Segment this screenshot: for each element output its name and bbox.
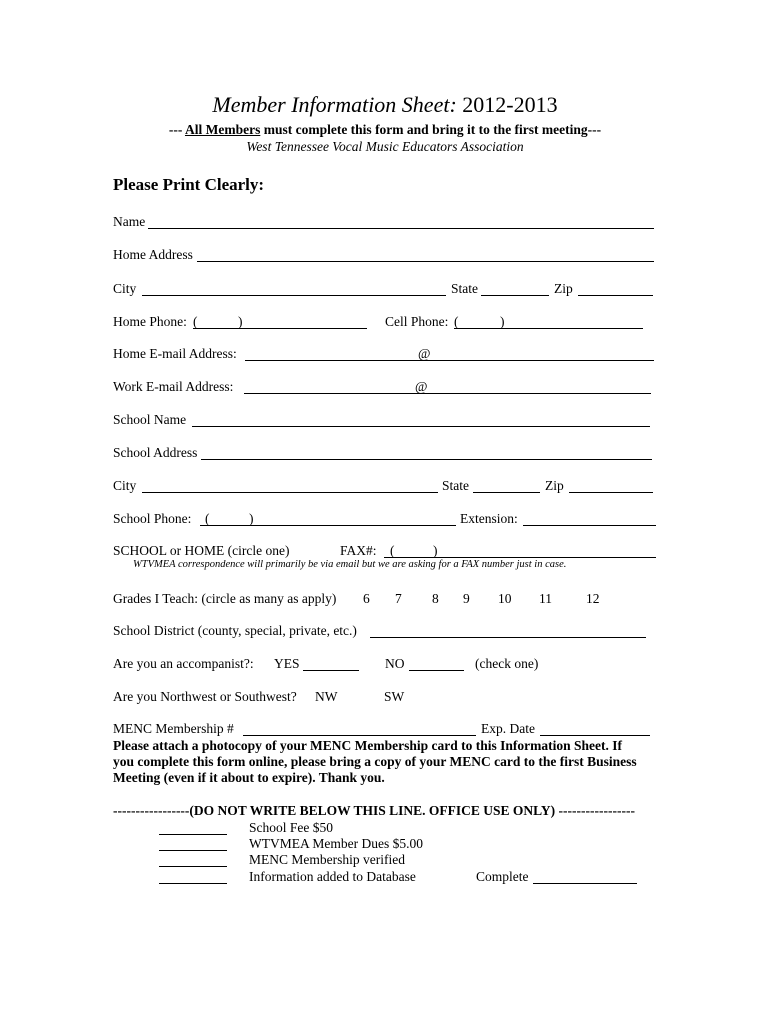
office-check-field[interactable] [159, 866, 227, 867]
menc-number-field[interactable] [243, 735, 476, 736]
accompanist-no-field[interactable] [409, 670, 464, 671]
name-label: Name [113, 214, 146, 229]
form-instruction [0, 122, 770, 138]
fax-label: FAX#: [340, 543, 377, 558]
fax-field[interactable] [384, 557, 656, 558]
district-field[interactable] [370, 637, 646, 638]
instruction-prefix: --- [168, 122, 185, 137]
name-field[interactable] [148, 228, 654, 229]
grade-option[interactable]: 9 [463, 591, 470, 606]
state-label: State [451, 281, 478, 296]
home-email-field[interactable] [245, 360, 654, 361]
zip-label: Zip [554, 281, 573, 296]
exp-date-label: Exp. Date [481, 721, 535, 736]
grade-option[interactable]: 8 [432, 591, 439, 606]
school-state-label: State [442, 478, 469, 493]
zip-field[interactable] [578, 295, 653, 296]
school-phone-paren-close: ) [249, 511, 254, 526]
grade-option[interactable]: 12 [586, 591, 600, 606]
grade-option[interactable]: 10 [498, 591, 512, 606]
cell-phone-paren-open: ( [454, 314, 459, 329]
fax-paren-open: ( [390, 543, 395, 558]
office-check-field[interactable] [159, 834, 227, 835]
region-nw-option[interactable]: NW [315, 689, 338, 704]
school-name-label: School Name [113, 412, 187, 427]
home-phone-paren-close: ) [238, 314, 243, 329]
office-item-label: Information added to Database [249, 869, 416, 884]
office-check-field[interactable] [159, 883, 227, 884]
office-item-label: MENC Membership verified [249, 852, 405, 867]
menc-note-line-2: you complete this form online, please bring a copy of your MENC card to the first Business [113, 754, 637, 769]
association-name: West Tennessee Vocal Music Educators Association [246, 139, 524, 154]
school-or-home-label[interactable]: SCHOOL or HOME (circle one) [113, 543, 290, 558]
home-email-label: Home E-mail Address: [113, 346, 237, 361]
exp-date-field[interactable] [540, 735, 650, 736]
region-sw-option[interactable]: SW [384, 689, 405, 704]
state-field[interactable] [481, 295, 549, 296]
home-phone-paren-open: ( [193, 314, 198, 329]
menc-note-line-1: Please attach a photocopy of your MENC Membership card to this Information Sheet. If [113, 738, 622, 753]
school-phone-paren-open: ( [205, 511, 210, 526]
form-title-year: 2012-2013 [456, 92, 558, 117]
complete-field[interactable] [533, 883, 637, 884]
home-phone-field[interactable] [193, 328, 367, 329]
extension-label: Extension: [460, 511, 518, 526]
school-state-field[interactable] [473, 492, 540, 493]
home-phone-label: Home Phone: [113, 314, 187, 329]
school-name-field[interactable] [192, 426, 650, 427]
work-email-field[interactable] [244, 393, 651, 394]
work-email-label: Work E-mail Address: [113, 379, 234, 394]
menc-note-line-3: Meeting (even if it about to expire). Thank you. [113, 770, 385, 785]
school-phone-field[interactable] [200, 525, 456, 526]
home-email-at: @ [418, 346, 431, 361]
accompanist-yes-field[interactable] [303, 670, 359, 671]
cell-phone-field[interactable] [454, 328, 643, 329]
office-check-field[interactable] [159, 850, 227, 851]
city-label: City [113, 281, 137, 296]
city-field[interactable] [142, 295, 446, 296]
home-address-label: Home Address [113, 247, 193, 262]
accompanist-yes-label: YES [274, 656, 300, 671]
school-city-label: City [113, 478, 137, 493]
school-address-label: School Address [113, 445, 198, 460]
instruction-all-members: All Members [184, 122, 261, 137]
form-title [0, 92, 770, 118]
cell-phone-label: Cell Phone: [385, 314, 449, 329]
accompanist-no-label: NO [385, 656, 405, 671]
grade-option[interactable]: 6 [363, 591, 370, 606]
form-title-main: Member Information Sheet: [212, 92, 457, 117]
region-label: Are you Northwest or Southwest? [113, 689, 297, 704]
instruction-rest: must complete this form and bring it to the first meeting--- [260, 122, 602, 137]
office-use-divider: -----------------(DO NOT WRITE BELOW THIS LINE. OFFICE USE ONLY) ----------------- [113, 803, 635, 818]
check-one-hint: (check one) [475, 656, 539, 671]
district-label: School District (county, special, private, etc.) [113, 623, 357, 638]
school-zip-label: Zip [545, 478, 564, 493]
complete-label: Complete [476, 869, 529, 884]
school-address-field[interactable] [201, 459, 652, 460]
fax-paren-close: ) [433, 543, 438, 558]
print-clearly-heading: Please Print Clearly: [113, 175, 265, 194]
fax-note: WTVMEA correspondence will primarily be via email but we are asking for a FAX number just in case. [133, 559, 567, 570]
grade-option[interactable]: 11 [539, 591, 552, 606]
accompanist-label: Are you an accompanist?: [113, 656, 254, 671]
office-item-label: WTVMEA Member Dues $5.00 [249, 836, 423, 851]
office-item-label: School Fee $50 [249, 820, 333, 835]
school-zip-field[interactable] [569, 492, 653, 493]
school-phone-label: School Phone: [113, 511, 192, 526]
menc-label: MENC Membership # [113, 721, 234, 736]
extension-field[interactable] [523, 525, 656, 526]
work-email-at: @ [415, 379, 428, 394]
home-address-field[interactable] [197, 261, 654, 262]
grade-option[interactable]: 7 [395, 591, 402, 606]
grades-label: Grades I Teach: (circle as many as apply) [113, 591, 337, 606]
school-city-field[interactable] [142, 492, 438, 493]
cell-phone-paren-close: ) [500, 314, 505, 329]
